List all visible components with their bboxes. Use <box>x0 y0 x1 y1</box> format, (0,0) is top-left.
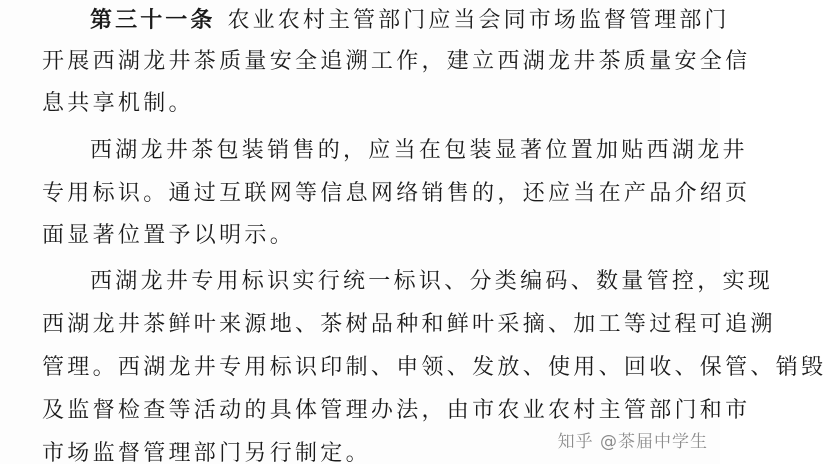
paragraph-1-line-3: 息共享机制。 <box>42 91 194 116</box>
text-line <box>90 6 730 35</box>
paragraph-1-line-1: 农业农村主管部门应当会同市场监督管理部门 <box>227 8 730 33</box>
paragraph-3-line-4: 及监督检查等活动的具体管理办法，由市农业农村主管部门和市 <box>42 398 751 423</box>
paragraph-2-line-1: 西湖龙井茶包装销售的，应当在包装显著位置加贴西湖龙井 <box>90 138 748 163</box>
paragraph-1-line-2: 开展西湖龙井茶质量安全追溯工作，建立西湖龙井茶质量安全信 <box>42 49 751 74</box>
paragraph-3-line-1: 西湖龙井专用标识实行统一标识、分类编码、数量管控，实现 <box>90 269 774 294</box>
watermark: 知乎 @茶届中学生 <box>557 432 708 452</box>
paragraph-3-line-5: 市场监督管理部门另行制定。 <box>42 441 371 466</box>
article-number: 第三十一条 <box>90 7 216 33</box>
paragraph-2-line-2: 专用标识。通过互联网等信息网络销售的，还应当在产品介绍页 <box>42 181 751 206</box>
paragraph-3-line-2: 西湖龙井茶鲜叶来源地、茶树品种和鲜叶采摘、加工等过程可追溯 <box>42 312 776 337</box>
paragraph-2-line-3: 面显著位置予以明示。 <box>42 223 296 248</box>
paragraph-3-line-3: 管理。西湖龙井专用标识印制、申领、发放、使用、回收、保管、销毁 <box>42 355 826 380</box>
